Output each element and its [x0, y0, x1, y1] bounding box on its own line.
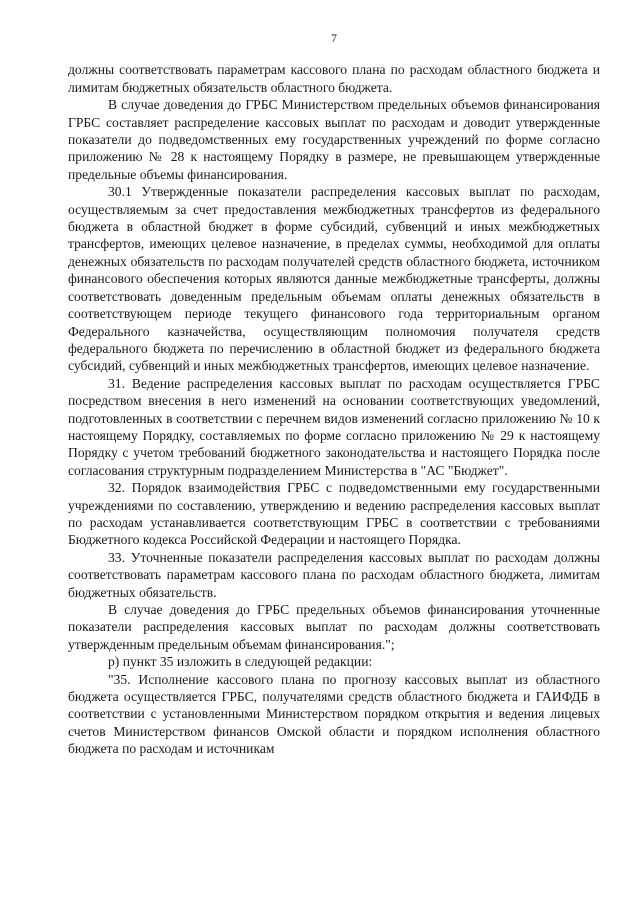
paragraph-33: 33. Уточненные показатели распределения кассовых выплат по расходам должны соответствовать параметрам кассового плана по расходам областного бюджета, лимитам бюджетных обязательств. [68, 549, 600, 600]
document-page [68, 30, 600, 758]
paragraph-continuation: должны соответствовать параметрам кассового плана по расходам областного бюджета и лимитам бюджетных обязательств областного бюджета. [68, 62, 600, 95]
paragraph-grbs-limits: В случае доведения до ГРБС Министерством предельных объемов финансирования ГРБС составляет распределение кассовых выплат по расходам и доводит утвержденные показатели до подведомственных ему государственных учреждений по форме согласно приложению № 28 к настоящему Порядку в размере, не превышающем утвержденные предельные объемы финансирования. [68, 97, 600, 182]
paragraph-32: 32. Порядок взаимодействия ГРБС с подведомственными ему государственными учреждениями по составлению, утверждению и ведению распределения кассовых выплат по расходам устанавливается соответствующим ГРБС в соответствии с требованиями Бюджетного кодекса Российской Федерации и настоящего Порядка. [68, 480, 600, 548]
page-number: 7 [331, 31, 337, 45]
paragraph-item-r: р) пункт 35 изложить в следующей редакции: [108, 654, 373, 670]
paragraph-31: 31. Ведение распределения кассовых выплат по расходам осуществляется ГРБС посредством внесения в него изменений на основании соответствующих уведомлений, подготовленных в соответствии с перечнем видов изменений согласно приложению № 10 к настоящему Порядку, составляемых по форме согласно приложению № 29 к настоящему Порядку с учетом требований бюджетного законодательства и настоящего Порядка после согласования структурным подразделением Министерства в "АС "Бюджет". [68, 375, 600, 478]
paragraph-30-1: 30.1 Утвержденные показатели распределения кассовых выплат по расходам, осуществляемым за счет предоставления межбюджетных трансфертов из федерального бюджета в областной бюджет в форме субсидий, субвенций и иных межбюджетных трансфертов, имеющих целевое назначение, в пределах суммы, необходимой для оплаты денежных обязательств по расходам получателей средств областного бюджета, источником финансового обеспечения которых являются данные межбюджетные трансферты, должны соответствовать доведенным предельным объемам оплаты денежных обязательств в соответствующем периоде текущего финансового года территориальным органом Федерального казначейства, осуществляющим полномочия получателя средств федерального бюджета по перечислению в областной бюджет из федерального бюджета субсидий, субвенций и иных межбюджетных трансфертов, имеющих целевое назначение. [68, 184, 600, 374]
paragraph-33-limits: В случае доведения до ГРБС предельных объемов финансирования уточненные показатели распределения кассовых выплат по расходам должны соответствовать утвержденным предельным объемам финансирования."; [68, 602, 600, 652]
paragraph-35: "35. Исполнение кассового плана по прогнозу кассовых выплат из областного бюджета осуществляется ГРБС, получателями средств областного бюджета и ГАИФДБ в соответствии с установленными Министерством порядком открытия и ведения лицевых счетов Министерством финансов Омской области и порядком исполнения областного бюджета по расходам и источникам [68, 671, 600, 757]
